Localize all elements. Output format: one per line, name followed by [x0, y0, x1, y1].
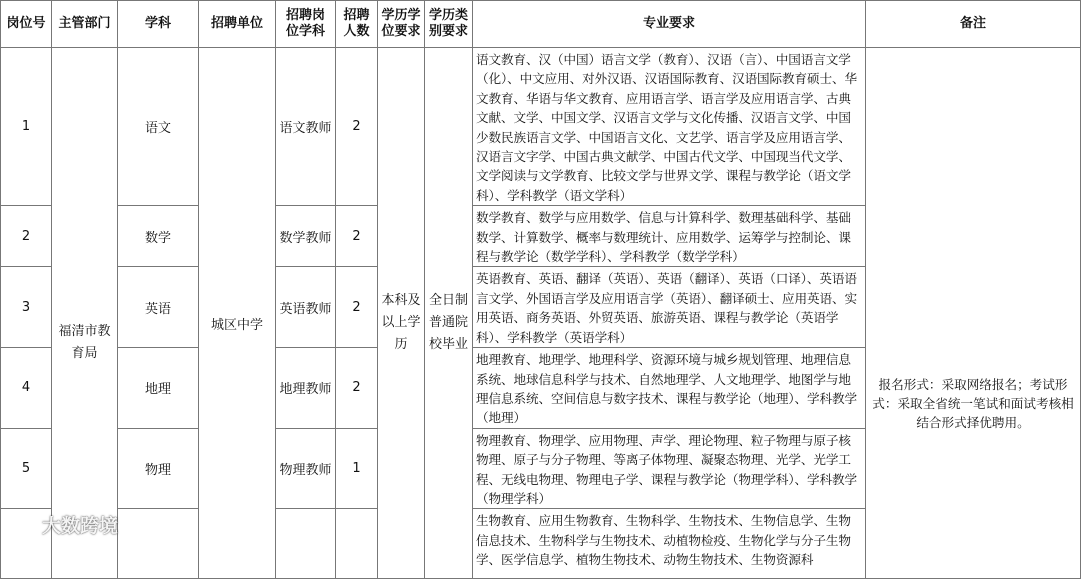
post-no-cell: 4 — [1, 348, 52, 429]
header-row — [1, 1, 1081, 48]
count-cell — [336, 509, 378, 579]
subject-cell: 地理 — [118, 348, 199, 429]
major-req-cell: 数学教育、数学与应用数学、信息与计算科学、数理基础科学、基础数学、计算数学、概率与数理统计、应用数学、运筹学与控制论、课程与教学论（数学学科）、学科教学（数学学科） — [473, 206, 866, 267]
count-cell: 2 — [336, 348, 378, 429]
header-degree-req: 学历学位要求 — [378, 1, 425, 48]
note-cell: 报名形式：采取网络报名；考试形式：采取全省统一笔试和面试考核相结合形式择优聘用。 — [866, 48, 1081, 579]
post-no-cell: 1 — [1, 48, 52, 206]
post-cell — [276, 509, 336, 579]
post-no-cell: 3 — [1, 267, 52, 348]
subject-cell — [118, 509, 199, 579]
post-cell: 物理教师 — [276, 428, 336, 509]
post-no-cell: 2 — [1, 206, 52, 267]
degree-req-cell: 本科及以上学历 — [378, 48, 425, 579]
header-subject: 学科 — [118, 1, 199, 48]
subject-cell: 物理 — [118, 428, 199, 509]
header-major-req: 专业要求 — [473, 1, 866, 48]
post-cell: 数学教师 — [276, 206, 336, 267]
major-req-cell: 语文教育、汉（中国）语言文学（教育）、汉语（言）、中国语言文学（化）、中文应用、对外汉语、汉语国际教育、汉语国际教育硕士、华文教育、华语与华文教育、应用语言学、语言学及应用语言学、古典文献、文学、中国文学、汉语言文学与文化传播、汉语言文学、中国少数民族语言文学、中国语言文化、文艺学、语言学及应用语言学、汉语言文字学、中国古典文献学、中国古代文学、中国现当代文学、文学阅读与文学教育、比较文学与世界文学、课程与教学论（语文学科）、学科教学（语文学科） — [473, 48, 866, 206]
header-post-no: 岗位号 — [1, 1, 52, 48]
major-req-cell: 英语教育、英语、翻译（英语）、英语（翻译）、英语（口译）、英语语言文学、外国语言学及应用语言学（英语）、翻译硕士、应用英语、实用英语、商务英语、外贸英语、旅游英语、课程与教学论（英语学科）、学科教学（英语学科） — [473, 267, 866, 348]
count-cell: 1 — [336, 428, 378, 509]
header-degree-type: 学历类别要求 — [425, 1, 473, 48]
count-cell: 2 — [336, 206, 378, 267]
subject-cell: 数学 — [118, 206, 199, 267]
header-dept: 主管部门 — [52, 1, 118, 48]
degree-type-cell: 全日制普通院校毕业 — [425, 48, 473, 579]
watermark — [8, 511, 118, 538]
count-cell: 2 — [336, 48, 378, 206]
post-no-cell: 5 — [1, 428, 52, 509]
weibo-logo-icon — [8, 514, 38, 536]
watermark-text: 大数跨境 — [42, 515, 119, 537]
major-req-cell: 生物教育、应用生物教育、生物科学、生物技术、生物信息学、生物信息技术、生物科学与生物技术、动植物检疫、生物化学与分子生物学、医学信息学、植物生物技术、动物生物技术、生物资源科 — [473, 509, 866, 579]
post-cell: 语文教师 — [276, 48, 336, 206]
dept-cell: 福清市教育局 — [52, 48, 118, 579]
subject-cell: 英语 — [118, 267, 199, 348]
header-count: 招聘人数 — [336, 1, 378, 48]
major-req-cell: 物理教育、物理学、应用物理、声学、理论物理、粒子物理与原子核物理、原子与分子物理、等离子体物理、凝聚态物理、光学、光学工程、无线电物理、物理电子学、课程与教学论（物理学科）、学科教学（物理学科） — [473, 428, 866, 509]
subject-cell: 语文 — [118, 48, 199, 206]
post-cell: 英语教师 — [276, 267, 336, 348]
unit-cell: 城区中学 — [199, 48, 276, 579]
count-cell: 2 — [336, 267, 378, 348]
header-unit: 招聘单位 — [199, 1, 276, 48]
major-req-cell: 地理教育、地理学、地理科学、资源环境与城乡规划管理、地理信息系统、地球信息科学与技术、自然地理学、人文地理学、地图学与地理信息系统、空间信息与数字技术、课程与教学论（地理）、学科教学（地理） — [473, 348, 866, 429]
post-cell: 地理教师 — [276, 348, 336, 429]
header-note: 备注 — [866, 1, 1081, 48]
header-post-subject: 招聘岗位学科 — [276, 1, 336, 48]
table-row — [1, 48, 1081, 206]
